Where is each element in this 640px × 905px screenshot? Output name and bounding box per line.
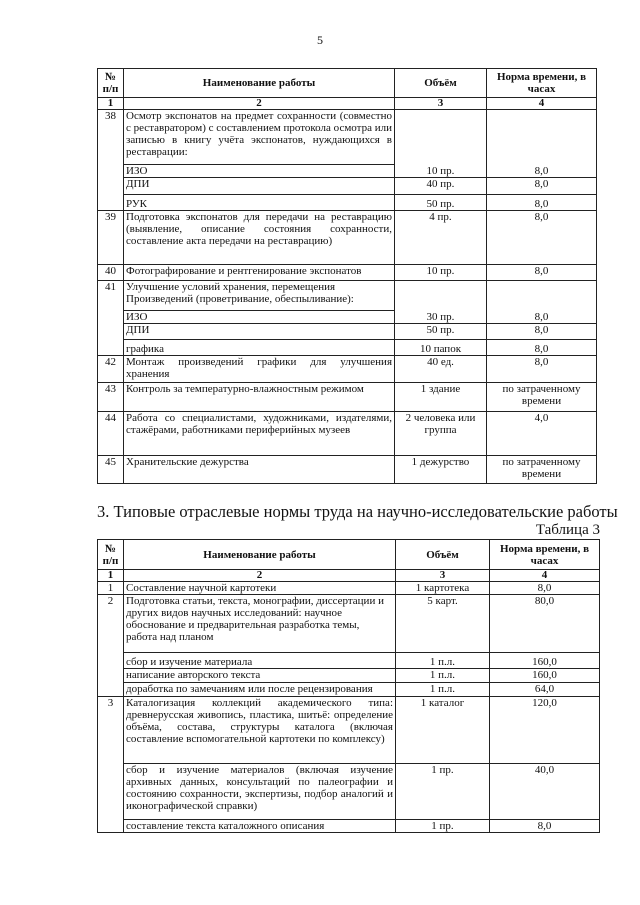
- header-num: № п/п: [98, 69, 124, 98]
- table-subrow: [98, 324, 597, 340]
- row-num: 43: [98, 383, 124, 412]
- row-num: 41: [98, 281, 124, 356]
- row-name: Хранительские дежурства: [124, 456, 395, 484]
- subrow-volume: 40 пр.: [395, 178, 487, 195]
- works-table-1: [97, 68, 597, 484]
- row-name: Улучшение условий хранения, перемещения Произведений (проветривание, обеспыливание):: [124, 281, 395, 311]
- works-table-2: [97, 539, 600, 833]
- row-num: 44: [98, 412, 124, 456]
- row-volume: 2 человека или группа: [395, 412, 487, 456]
- row-norm: 8,0: [487, 110, 597, 178]
- index-cell: 1: [98, 98, 124, 110]
- subrow-volume: 1 п.л.: [396, 653, 490, 669]
- subrow-volume: 1 п.л.: [396, 683, 490, 697]
- subrow-name: ИЗО: [124, 165, 395, 178]
- row-num: 42: [98, 356, 124, 383]
- table-subrow: [98, 820, 600, 833]
- row-volume: 1 здание: [395, 383, 487, 412]
- header-volume: Объём: [396, 540, 490, 570]
- row-name: Контроль за температурно-влажностным режимом: [124, 383, 395, 412]
- row-norm: 120,0: [490, 697, 600, 764]
- header-norm: Норма времени, в часах: [490, 540, 600, 570]
- table-subrow: [98, 683, 600, 697]
- subrow-name: составление текста каталожного описания: [124, 820, 396, 833]
- row-volume: 5 карт.: [396, 595, 490, 653]
- table-row: [98, 211, 597, 265]
- row-name: Монтаж произведений графики для улучшения хранения: [124, 356, 395, 383]
- row-norm: 8,0: [490, 582, 600, 595]
- row-num: 1: [98, 582, 124, 595]
- row-norm: 8,0: [487, 281, 597, 324]
- page-number: 5: [317, 33, 323, 47]
- row-name: Составление научной картотеки: [124, 582, 396, 595]
- index-cell: 4: [490, 570, 600, 582]
- subrow-norm: 40,0: [490, 764, 600, 820]
- index-cell: 2: [124, 570, 396, 582]
- row-volume: 1 каталог: [396, 697, 490, 764]
- table-row: [98, 265, 597, 281]
- subrow-name: доработка по замечаниям или после рецензирования: [124, 683, 396, 697]
- row-num: 45: [98, 456, 124, 484]
- row-num: 2: [98, 595, 124, 697]
- table-row: [98, 697, 600, 764]
- subrow-name: графика: [124, 340, 395, 356]
- subrow-name: ИЗО: [124, 311, 395, 324]
- subrow-volume: 10 папок: [395, 340, 487, 356]
- header-num: № п/п: [98, 540, 124, 570]
- subrow-norm: 8,0: [487, 324, 597, 340]
- subrow-norm: 64,0: [490, 683, 600, 697]
- subrow-name: написание авторского текста: [124, 669, 396, 683]
- row-norm: по затраченному времени: [487, 383, 597, 412]
- subrow-norm: 160,0: [490, 669, 600, 683]
- subrow-volume: 50 пр.: [395, 195, 487, 211]
- row-volume: 1 картотека: [396, 582, 490, 595]
- subrow-volume: 1 пр.: [396, 820, 490, 833]
- index-cell: 4: [487, 98, 597, 110]
- row-num: 39: [98, 211, 124, 265]
- row-norm: 8,0: [487, 356, 597, 383]
- row-name: Каталогизация коллекций академического типа: древнерусская живопись, пластика, шитьё: определение объёма, состава, структуры каталога (включая составление вспомогательной картотеки по комплексу): [124, 697, 396, 764]
- header-name: Наименование работы: [124, 69, 395, 98]
- table-subrow: [98, 340, 597, 356]
- table-row: [98, 412, 597, 456]
- row-volume: 1 дежурство: [395, 456, 487, 484]
- row-name: Осмотр экспонатов на предмет сохранности (совместно с реставратором) с составлением протокола осмотра или записью в книгу учёта экспонатов, нуждающихся в реставрации:: [124, 110, 395, 165]
- table-subrow: [98, 653, 600, 669]
- row-volume: 4 пр.: [395, 211, 487, 265]
- index-cell: 3: [396, 570, 490, 582]
- row-norm: 80,0: [490, 595, 600, 653]
- row-volume: 40 ед.: [395, 356, 487, 383]
- subrow-volume: 1 пр.: [396, 764, 490, 820]
- subrow-name: сбор и изучение материалов (включая изучение архивных данных, консультаций по палеографии и состоянию сохранности, экспертизы, подбор аналогий и иконографической справки): [124, 764, 396, 820]
- row-name: Подготовка статьи, текста, монографии, диссертации и других видов научных исследований: научное обоснование и предварительная разработка темы, работа над планом: [124, 595, 396, 653]
- row-name: Подготовка экспонатов для передачи на реставрацию (выявление, описание состояния сохранности, составление акта передачи на реставрацию): [124, 211, 395, 265]
- row-num: 40: [98, 265, 124, 281]
- subrow-name: сбор и изучение материала: [124, 653, 396, 669]
- subrow-norm: 160,0: [490, 653, 600, 669]
- row-name: Фотографирование и рентгенирование экспонатов: [124, 265, 395, 281]
- subrow-name: ДПИ: [124, 178, 395, 195]
- table-row: [98, 281, 597, 311]
- row-norm: по затраченному времени: [487, 456, 597, 484]
- table-row: [98, 456, 597, 484]
- index-cell: 2: [124, 98, 395, 110]
- table-subrow: [98, 195, 597, 211]
- row-volume: 10 пр.: [395, 110, 487, 178]
- table-row: [98, 595, 600, 653]
- row-name: Работа со специалистами, художниками, издателями, стажёрами, работниками периферийных музеев: [124, 412, 395, 456]
- row-num: 3: [98, 697, 124, 833]
- subrow-name: РУК: [124, 195, 395, 211]
- table-subrow: [98, 178, 597, 195]
- index-cell: 1: [98, 570, 124, 582]
- table-row: [98, 356, 597, 383]
- table-subrow: [98, 669, 600, 683]
- header-volume: Объём: [395, 69, 487, 98]
- row-norm: 4,0: [487, 412, 597, 456]
- table-subrow: [98, 764, 600, 820]
- row-volume: 30 пр.: [395, 281, 487, 324]
- header-norm: Норма времени, в часах: [487, 69, 597, 98]
- subrow-norm: 8,0: [487, 195, 597, 211]
- subrow-name: ДПИ: [124, 324, 395, 340]
- subrow-volume: 50 пр.: [395, 324, 487, 340]
- table-caption: Таблица 3: [535, 522, 600, 538]
- subrow-norm: 8,0: [490, 820, 600, 833]
- subrow-norm: 8,0: [487, 178, 597, 195]
- header-name: Наименование работы: [124, 540, 396, 570]
- row-norm: 8,0: [487, 265, 597, 281]
- table-row: [98, 582, 600, 595]
- row-norm: 8,0: [487, 211, 597, 265]
- table-row: [98, 383, 597, 412]
- row-volume: 10 пр.: [395, 265, 487, 281]
- subrow-volume: 1 п.л.: [396, 669, 490, 683]
- section-heading: 3. Типовые отраслевые нормы труда на научно-исследовательские работы: [97, 502, 618, 521]
- index-cell: 3: [395, 98, 487, 110]
- row-num: 38: [98, 110, 124, 211]
- subrow-norm: 8,0: [487, 340, 597, 356]
- table-row: [98, 110, 597, 165]
